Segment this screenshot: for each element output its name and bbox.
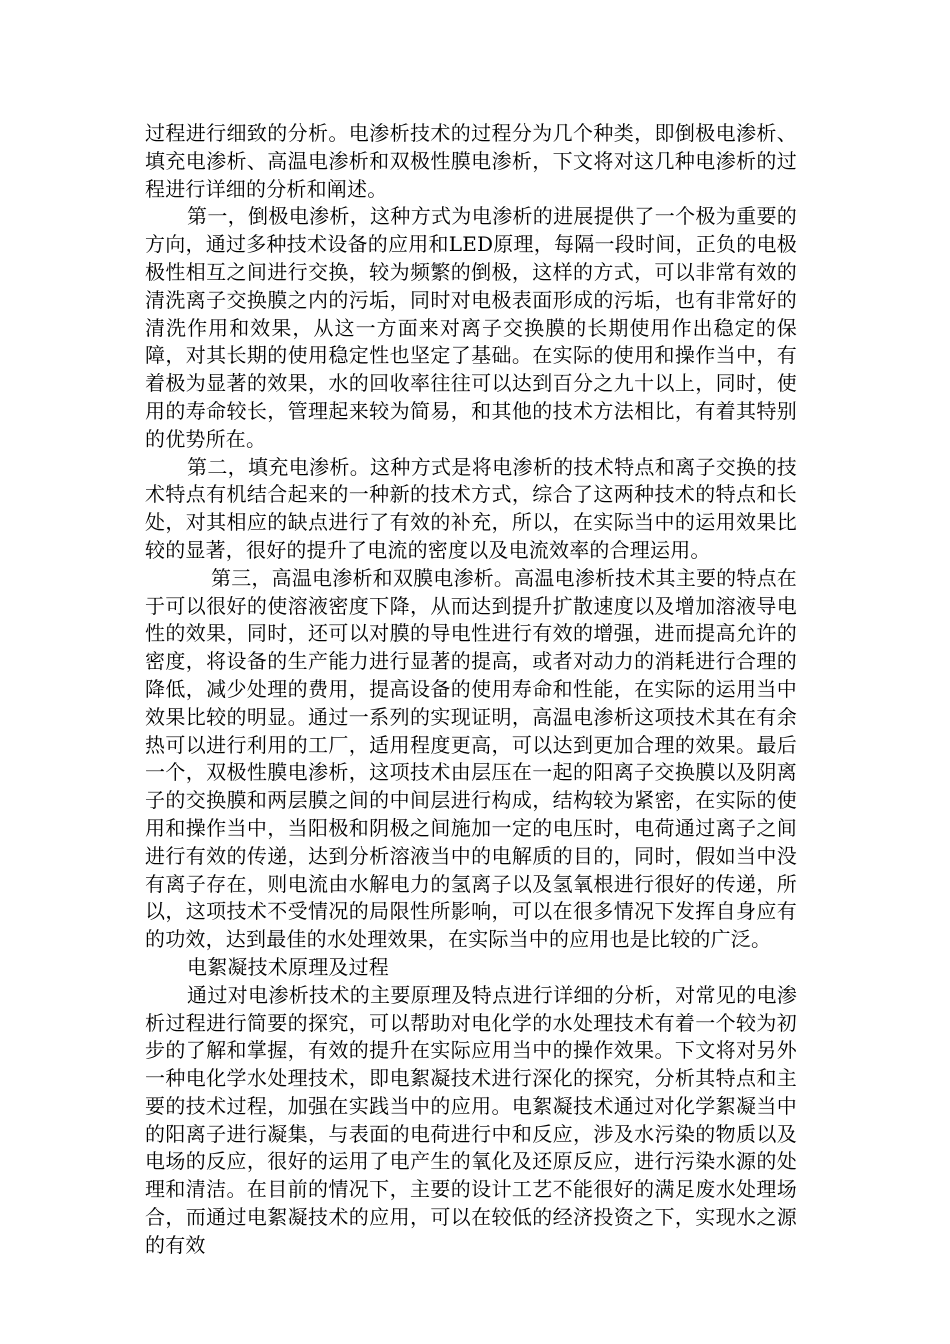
- section-heading-electrocoagulation: 电絮凝技术原理及过程: [187, 954, 389, 979]
- paragraph-filled-electrodialysis: 第二，填充电渗析。这种方式是将电渗析的技术特点和离子交换的技术特点有机结合起来的一种新的技术方式，综合了这两种技术的特点和长处，对其相应的缺点进行了有效的补充，所以，在实际当中的运用效果比较的显著，很好的提升了电流的密度以及电流效率的合理运用。: [145, 454, 797, 562]
- paragraph-continuation: 过程进行细致的分析。电渗析技术的过程分为几个种类，即倒极电渗析、填充电渗析、高温电渗析和双极性膜电渗析，下文将对这几种电渗析的过程进行详细的分析和阐述。: [145, 121, 797, 201]
- paragraph-high-temperature-electrodialysis: 第三，高温电渗析和双膜电渗析。高温电渗析技术其主要的特点在于可以很好的使溶液密度下降，从而达到提升扩散速度以及增加溶液导电性的效果，同时，还可以对膜的导电性进行有效的增强，进而提高允许的密度，将设备的生产能力进行显著的提高，或者对动力的消耗进行合理的降低，减少处理的费用，提高设备的使用寿命和性能，在实际的运用当中效果比较的明显。通过一系列的实现证明，高温电渗析这项技术其在有余热可以进行利用的工厂，适用程度更高，可以达到更加合理的效果。最后一个，双极性膜电渗析，这项技术由层压在一起的阳离子交换膜以及阴离子的交换膜和两层膜之间的中间层进行构成，结构较为紧密，在实际的使用和操作当中，当阳极和阴极之间施加一定的电压时，电荷通过离子之间进行有效的传递，达到分析溶液当中的电解质的目的，同时，假如当中没有离子存在，则电流由水解电力的氢离子以及氢氧根进行很好的传递，所以，这项技术不受情况的局限性所影响，可以在很多情况下发挥自身应有的功效，达到最佳的水处理效果，在实际当中的应用也是比较的广泛。: [145, 565, 797, 952]
- paragraph-electrocoagulation: 通过对电渗析技术的主要原理及特点进行详细的分析，对常见的电渗析过程进行简要的探究，可以帮助对电化学的水处理技术有着一个较为初步的了解和掌握，有效的提升在实际应用当中的操作效果。下文将对另外一种电化学水处理技术，即电絮凝技术进行深化的探究，分析其特点和主要的技术过程，加强在实践当中的应用。电絮凝技术通过对化学絮凝当中的阳离子进行凝集，与表面的电荷进行中和反应，涉及水污染的物质以及电场的反应，很好的运用了电产生的氧化及还原反应，进行污染水源的处理和清洁。在目前的情况下，主要的设计工艺不能很好的满足废水处理场合，而通过电絮凝技术的应用，可以在较低的经济投资之下，实现水之源的有效: [145, 982, 797, 1257]
- paragraph-reversal-electrodialysis: 第一，倒极电渗析，这种方式为电渗析的进展提供了一个极为重要的方向，通过多种技术设备的应用和LED原理，每隔一段时间，正负的电极极性相互之间进行交换，较为频繁的倒极，这样的方式，可以非常有效的清洗离子交换膜之内的污垢，同时对电极表面形成的污垢，也有非常好的清洗作用和效果，从这一方面来对离子交换膜的长期使用作出稳定的保障，对其长期的使用稳定性也坚定了基础。在实际的使用和操作当中，有着极为显著的效果，水的回收率往往可以达到百分之九十以上，同时，使用的寿命较长，管理起来较为简易，和其他的技术方法相比，有着其特别的优势所在。: [145, 204, 797, 451]
- document-body: [145, 120, 797, 1260]
